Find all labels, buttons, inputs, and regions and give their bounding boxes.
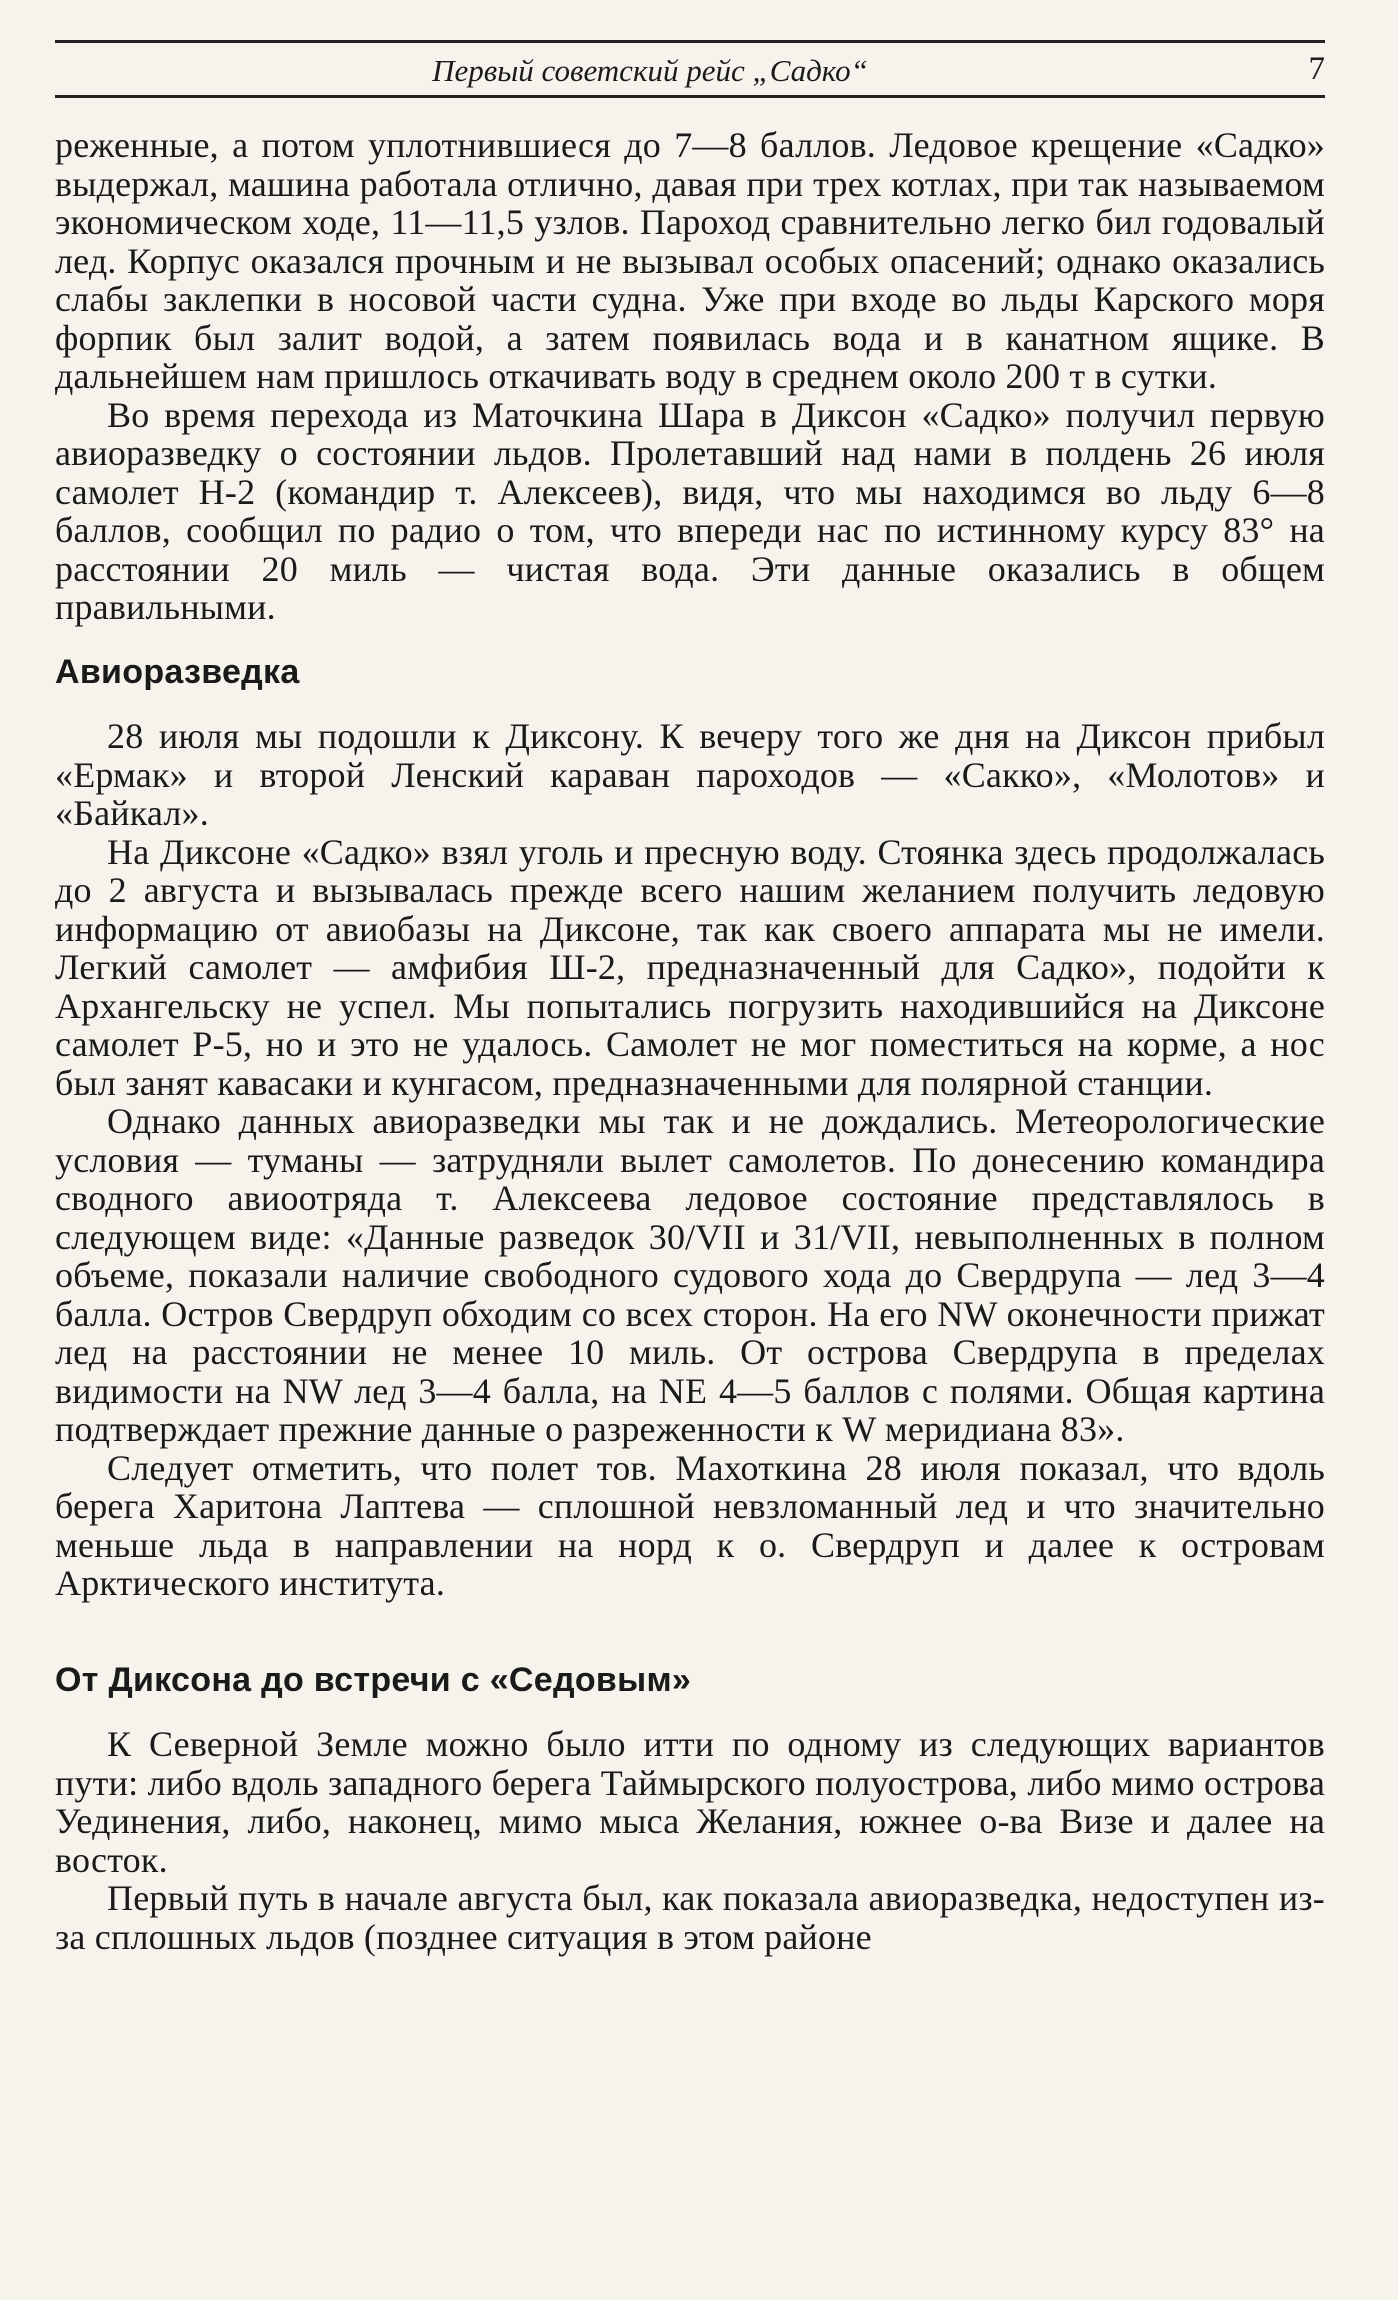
paragraph: Следует отметить, что полет тов. Махоткина 28 июля показал, что вдоль берега Харитона Лаптева — сплошной невзломанный лед и что значительно меньше льда в направлении на норд к о. Свердруп и далее к островам Арктического института. <box>55 1447 1325 1603</box>
paragraph: Первый путь в начале августа был, как показала авиоразведка, недоступен из-за сплошных льдов (позднее ситуация в этом районе <box>55 1878 1325 1957</box>
section-heading-dikson-sedov: От Диксона до встречи с «Седовым» <box>55 1660 692 1699</box>
paragraph: Во время перехода из Маточкина Шара в Диксон «Садко» получил первую авиоразведку о состоянии льдов. Пролетавший над нами в полдень 26 июля самолет Н-2 (командир т. Алексеев), видя, что мы находимся во льду 6—8 баллов, сообщил по радио о том, что впереди нас по истинному курсу 83° на расстоянии 20 миль — чистая вода. Эти данные оказались в общем правильными. <box>55 394 1325 627</box>
book-page <box>55 40 1325 1956</box>
body-text <box>55 126 1325 1956</box>
paragraph: Однако данных авиоразведки мы так и не дождались. Метеорологические условия — туманы — затрудняли вылет самолетов. По донесению командира сводного авиоотряда т. Алексеева ледовое состояние представлялось в следующем виде: «Данные разведок 30/VII и 31/VII, невыполненных в полном объеме, показали наличие свободного судового хода до Свердрупа — лед 3—4 балла. Остров Свердруп обходим со всех сторон. На его NW оконечности прижат лед на расстоянии не менее 10 миль. От острова Свердрупа в пределах видимости на NW лед 3—4 балла, на NE 4—5 баллов с полями. Общая картина подтверждает прежние данные о разреженности к W меридиана 83». <box>55 1101 1325 1449</box>
paragraph: К Северной Земле можно было итти по одному из следующих вариантов пути: либо вдоль западного берега Таймырского полуострова, либо мимо острова Уединения, либо, наконец, мимо мыса Желания, южнее о-ва Визе и далее на восток. <box>55 1724 1325 1880</box>
page-number: 7 <box>1308 51 1325 87</box>
section-heading-aviarazvedka: Авиоразведка <box>55 652 300 691</box>
paragraph: На Диксоне «Садко» взял уголь и пресную воду. Стоянка здесь продолжалась до 2 августа и вызывалась прежде всего нашим желанием получить ледовую информацию от авиобазы на Диксоне, так как своего аппарата мы не имели. Легкий самолет — амфибия Ш-2, предназначенный для Садко», подойти к Архангельску не успел. Мы попытались погрузить находившийся на Диксоне самолет Р-5, но и это не удалось. Самолет не мог поместиться на корме, а нос был занят кавасаки и кунгасом, предназначенными для полярной станции. <box>55 831 1325 1103</box>
paragraph: реженные, а потом уплотнившиеся до 7—8 баллов. Ледовое крещение «Садко» выдержал, машина работала отлично, давая при трех котлах, при так называемом экономическом ходе, 11—11,5 узлов. Пароход сравнительно легко бил годовалый лед. Корпус оказался прочным и не вызывал особых опасений; однако оказались слабы заклепки в носовой части судна. Уже при входе во льды Карского моря форпик был залит водой, а затем появилась вода и в канатном ящике. В дальнейшем нам пришлось откачивать воду в среднем около 200 т в сутки. <box>55 125 1325 396</box>
running-header <box>55 40 1325 98</box>
paragraph: 28 июля мы подошли к Диксону. К вечеру того же дня на Диксон прибыл «Ермак» и второй Ленский караван пароходов — «Сакко», «Молотов» и «Байкал». <box>55 716 1325 833</box>
running-title: Первый советский рейс „Садко“ <box>432 53 868 88</box>
